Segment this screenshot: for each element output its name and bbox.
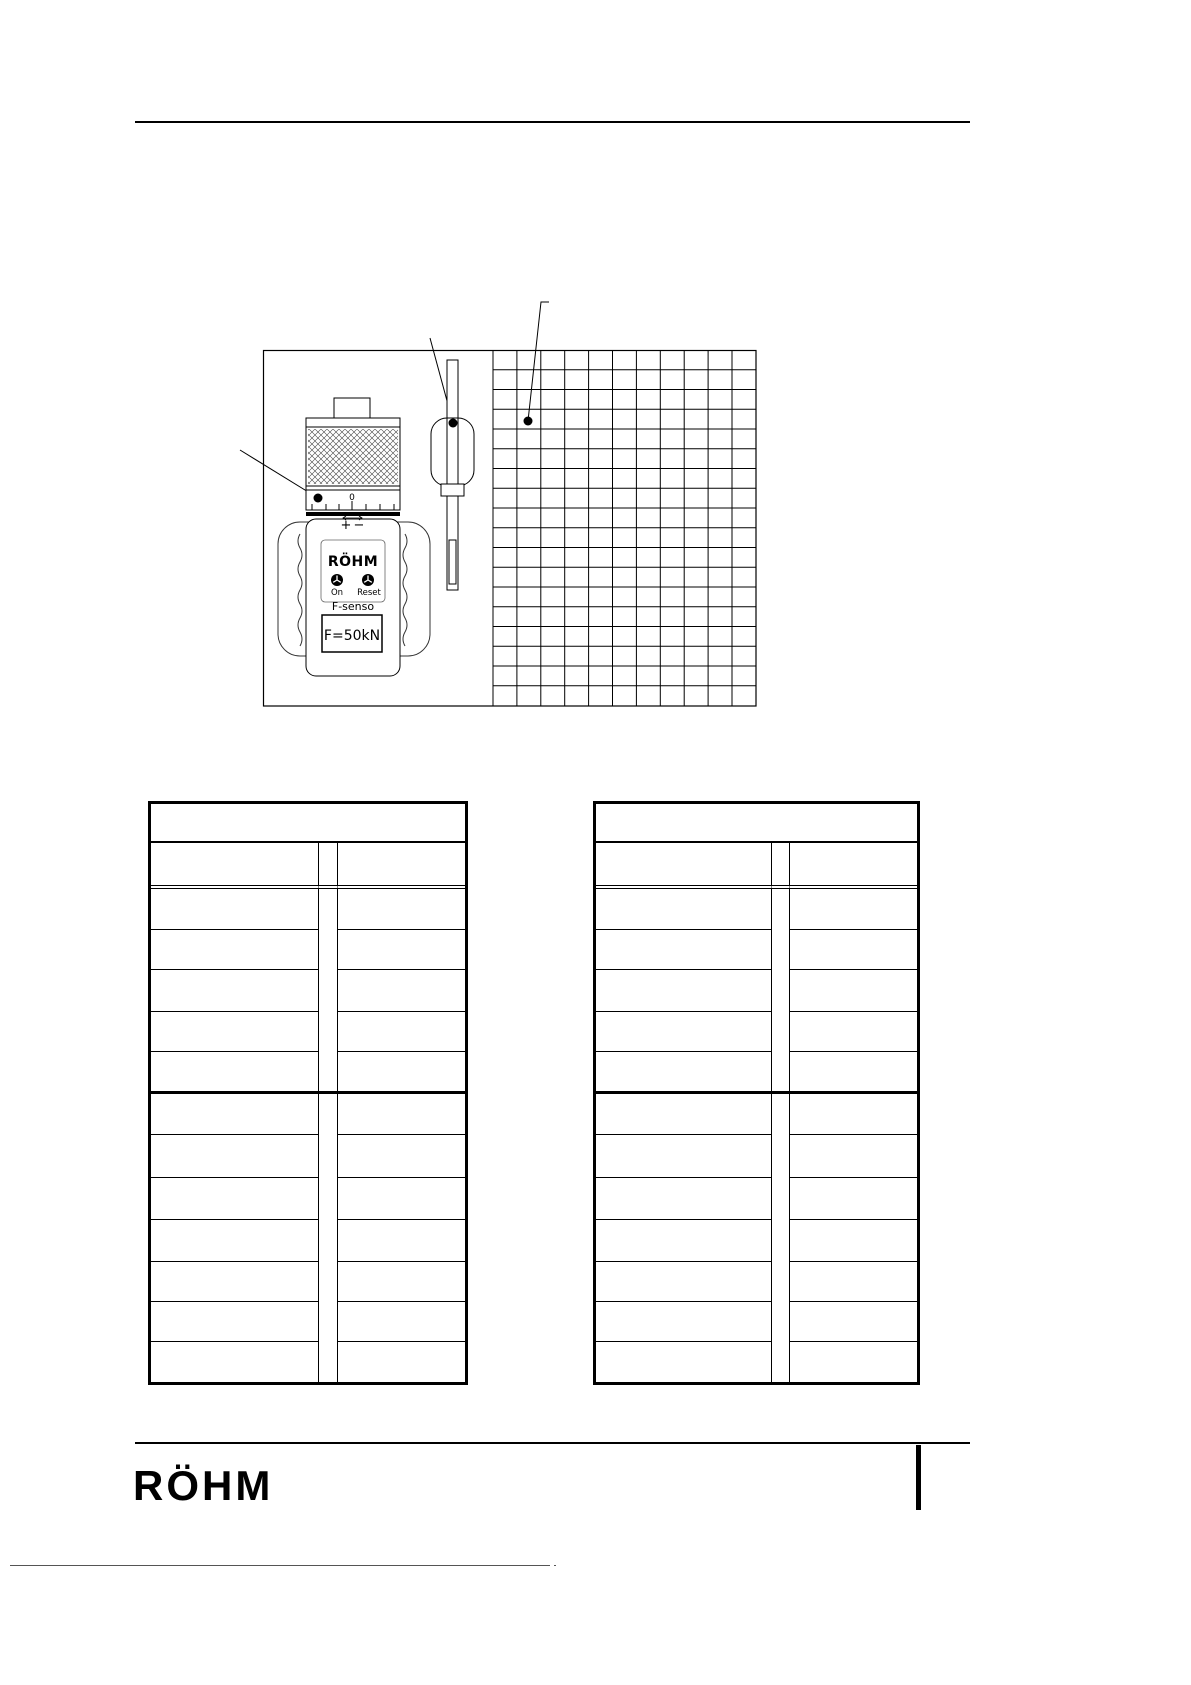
table-divider-column (771, 889, 790, 1385)
table-cell (593, 1093, 771, 1135)
table-cell (593, 1262, 771, 1302)
table-section-divider (148, 1091, 468, 1094)
table-cell (790, 970, 920, 1012)
table-cell (338, 970, 468, 1012)
table-cell (338, 1220, 468, 1262)
table-title-cell (148, 801, 468, 843)
table-cell (338, 1178, 468, 1220)
table-divider-column (318, 889, 338, 1385)
table-title-cell (593, 801, 920, 843)
table-cell (148, 1093, 318, 1135)
table-cell (593, 1302, 771, 1342)
table-cell (593, 970, 771, 1012)
table-cell (790, 1262, 920, 1302)
table-cell (790, 1302, 920, 1342)
on-button-icon (331, 574, 343, 586)
table-cell (148, 1052, 318, 1093)
probe-bulb (431, 418, 474, 486)
footer-logo: RÖHM (133, 1462, 274, 1509)
table-cell (148, 1262, 318, 1302)
table-cell (148, 930, 318, 970)
table-cell (790, 1220, 920, 1262)
table-cell (338, 1093, 468, 1135)
on-button-label: On (330, 588, 344, 598)
table-cell (593, 930, 771, 970)
table-header-cell (318, 843, 338, 889)
table-cell (338, 1302, 468, 1342)
table-header-cell (790, 843, 920, 889)
table-cell (338, 1342, 468, 1385)
table-header-cell (593, 843, 771, 889)
table-header-cell (338, 843, 468, 889)
leader-dot-grid (524, 417, 533, 426)
table-section-divider (593, 1091, 920, 1094)
table-cell (790, 1052, 920, 1093)
table-cell (593, 1012, 771, 1052)
table-cell (790, 889, 920, 930)
table-cell (148, 1178, 318, 1220)
table-cell (148, 889, 318, 930)
table-cell (338, 1052, 468, 1093)
sensor-device (278, 398, 430, 676)
table-cell (148, 1220, 318, 1262)
right-table (593, 801, 920, 1385)
table-cell (593, 1342, 771, 1385)
header-rule (135, 121, 970, 123)
device-name-label: F-senso (331, 600, 375, 613)
table-cell (593, 1052, 771, 1093)
table-cell (790, 1012, 920, 1052)
scale-plus-label: + (340, 518, 352, 533)
table-cell (338, 1135, 468, 1178)
scale-minus-label: − (353, 518, 365, 533)
table-cell (338, 889, 468, 930)
grid-sheet (493, 350, 756, 706)
probe-top-rod (447, 360, 458, 420)
probe-pin (431, 360, 474, 590)
reset-button-icon (362, 574, 374, 586)
table-cell (338, 1012, 468, 1052)
scale-zero-label: 0 (349, 493, 355, 503)
table-cell (593, 1178, 771, 1220)
probe-shoulder (441, 484, 464, 496)
table-cell (148, 970, 318, 1012)
reset-button-label: Reset (357, 588, 381, 598)
bottom-thin-rule (10, 1565, 550, 1566)
device-diagram (220, 280, 780, 720)
leader-dot-scale (314, 494, 323, 503)
table-cell (338, 930, 468, 970)
left-table (148, 801, 468, 1385)
device-cap (334, 398, 370, 418)
table-cell (148, 1302, 318, 1342)
table-cell (790, 1342, 920, 1385)
table-cell (148, 1342, 318, 1385)
table-cell (593, 889, 771, 930)
device-display-value: F=50kN (323, 628, 381, 644)
table-cell (790, 1093, 920, 1135)
device-knurled-grip (308, 429, 398, 484)
table-cell (338, 1262, 468, 1302)
table-cell (593, 1135, 771, 1178)
table-cell (593, 1220, 771, 1262)
footer-page-bar (916, 1445, 921, 1510)
table-header-cell (148, 843, 318, 889)
bottom-rule-mark (554, 1565, 556, 1566)
footer-rule (135, 1442, 970, 1444)
table-cell (790, 1178, 920, 1220)
scale-base-bar (306, 512, 400, 516)
device-logo: RÖHM (327, 554, 379, 570)
table-cell (148, 1135, 318, 1178)
table-header-cell (771, 843, 790, 889)
leader-dot-probe (449, 419, 458, 428)
table-cell (790, 1135, 920, 1178)
table-cell (148, 1012, 318, 1052)
table-cell (790, 930, 920, 970)
leader-line-grid (528, 302, 549, 421)
